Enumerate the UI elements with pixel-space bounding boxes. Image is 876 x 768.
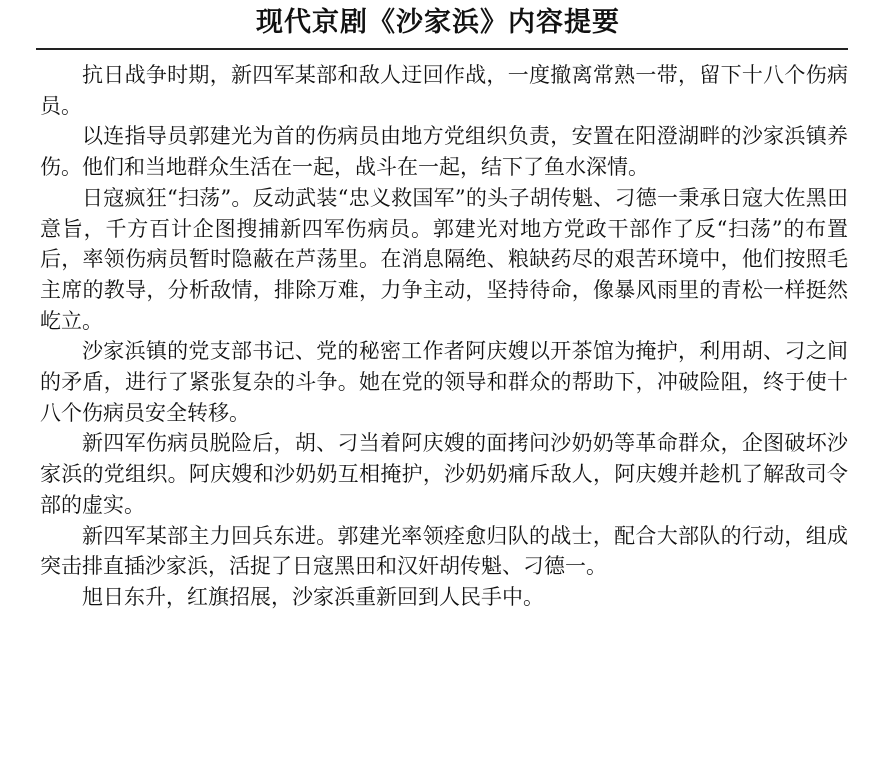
document-title: 现代京剧《沙家浜》内容提要 [256, 7, 620, 38]
paragraph-4: 沙家浜镇的党支部书记、党的秘密工作者阿庆嫂以开茶馆为掩护，利用胡、刁之间的矛盾，进行了紧张复杂的斗争。她在党的领导和群众的帮助下，冲破险阻，终于使十八个伤病员安全转移。 [40, 339, 848, 425]
paragraph-1: 抗日战争时期，新四军某部和敌人迂回作战，一度撤离常熟一带，留下十八个伤病员。 [40, 63, 848, 118]
title-divider [36, 48, 848, 50]
document-body [40, 60, 848, 613]
paragraph-6: 新四军某部主力回兵东进。郭建光率领痊愈归队的战士，配合大部队的行动，组成突击排直插沙家浜，活捉了日寇黑田和汉奸胡传魁、刁德一。 [40, 523, 848, 579]
paragraph-3: 日寇疯狂“扫荡”。反动武装“忠义救国军”的头子胡传魁、刁德一秉承日寇大佐黑田意旨，千方百计企图搜捕新四军伤病员。郭建光对地方党政干部作了反“扫荡”的布置后，率领伤病员暂时隐蔽在芦荡里。在消息隔绝、粮缺药尽的艰苦环境中，他们按照毛主席的教导，分析敌情，排除万难，力争主动，坚持待命，像暴风雨里的青松一样挺然屹立。 [40, 185, 848, 333]
paragraph-2: 以连指导员郭建光为首的伤病员由地方党组织负责，安置在阳澄湖畔的沙家浜镇养伤。他们和当地群众生活在一起，战斗在一起，结下了鱼水深情。 [40, 124, 848, 180]
paragraph-7: 旭日东升，红旗招展，沙家浜重新回到人民手中。 [82, 584, 544, 609]
paragraph-5: 新四军伤病员脱险后，胡、刁当着阿庆嫂的面拷问沙奶奶等革命群众，企图破坏沙家浜的党组织。阿庆嫂和沙奶奶互相掩护，沙奶奶痛斥敌人，阿庆嫂并趁机了解敌司令部的虚实。 [40, 431, 848, 517]
